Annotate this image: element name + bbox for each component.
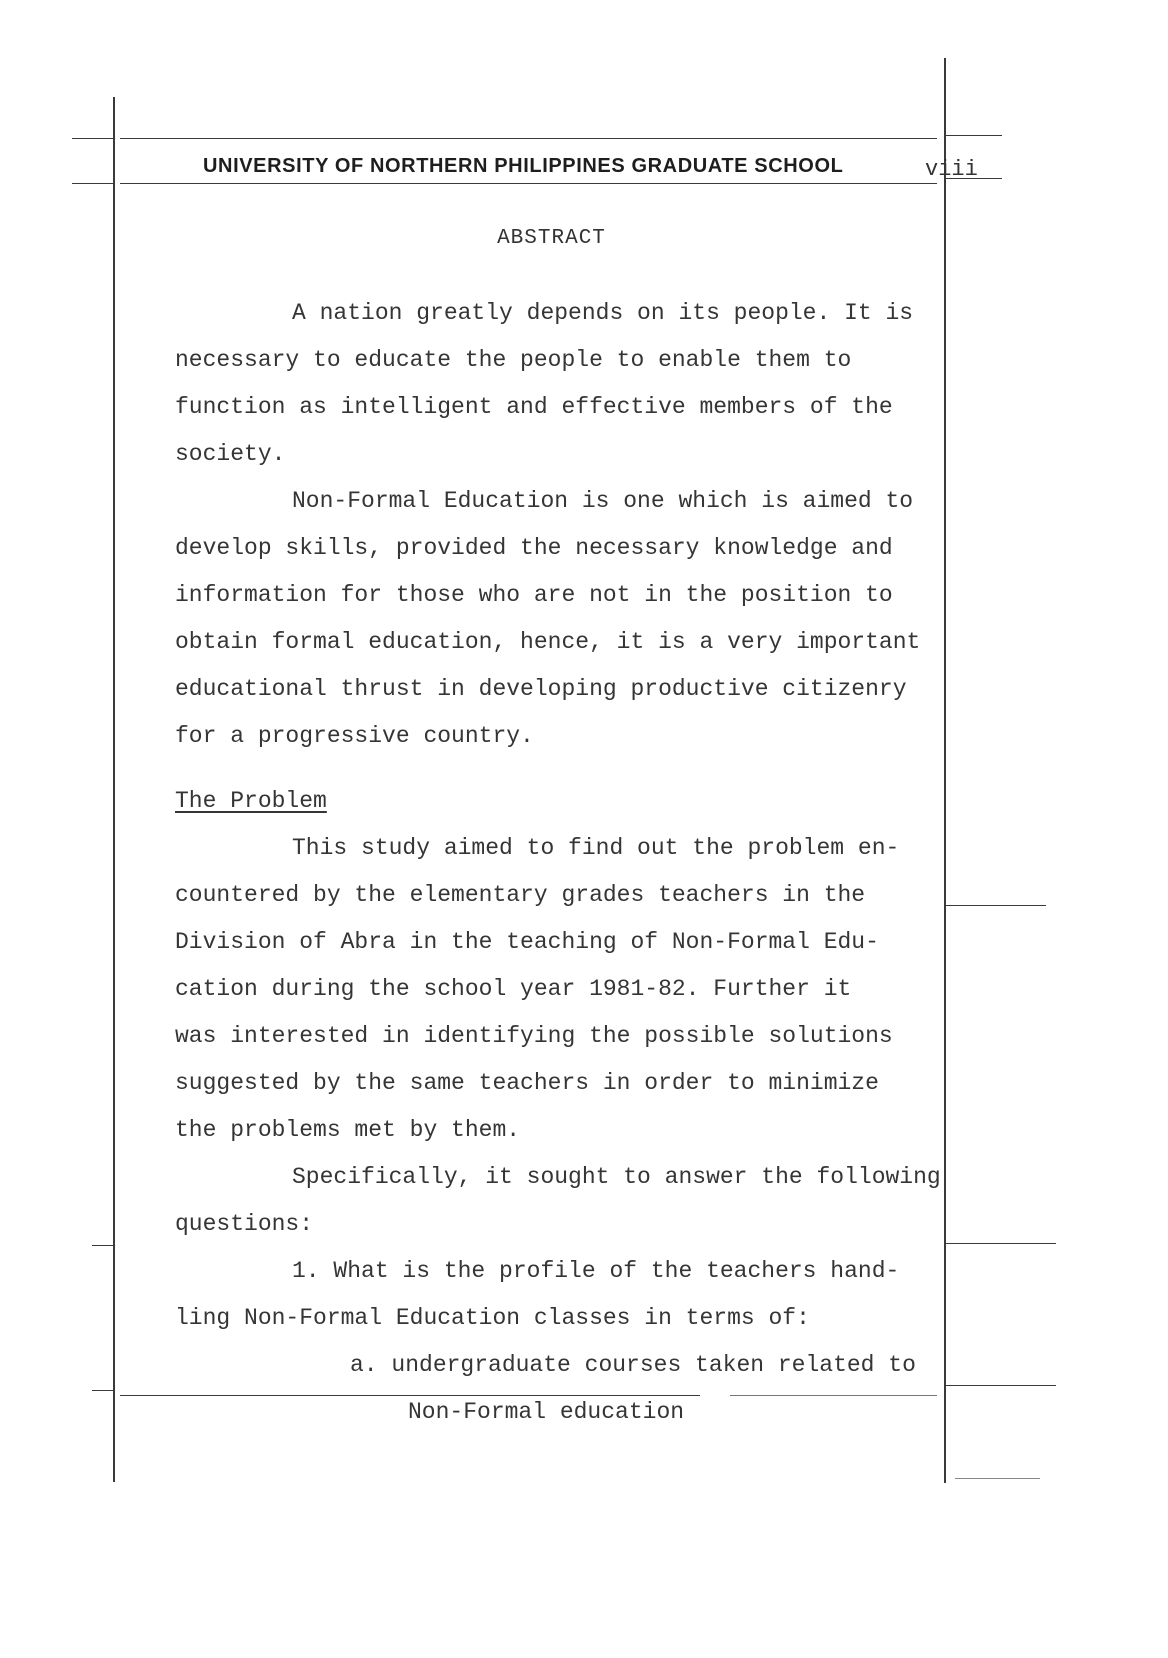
sub-item-a-continued: Non-Formal education [408,1399,685,1425]
tick-right-6 [955,1478,1040,1479]
section-heading-problem: The Problem [175,788,327,814]
header-top-rule [120,138,937,139]
text-line: questions: [175,1211,314,1237]
question-item-continued: ling Non-Formal Education classes in terms of: [175,1305,810,1331]
text-line: countered by the elementary grades teachers in the [175,882,866,908]
tick-left-4 [92,1390,113,1391]
text-line: Specifically, it sought to answer the following [292,1164,941,1190]
text-line: necessary to educate the people to enable them to [175,347,852,373]
left-margin-rule [113,97,115,1482]
text-line: suggested by the same teachers in order to minimize [175,1070,879,1096]
header-bottom-rule [120,183,937,184]
text-line: function as intelligent and effective members of the [175,394,893,420]
text-line: educational thrust in developing productive citizenry [175,676,907,702]
text-line: Division of Abra in the teaching of Non-Formal Edu- [175,929,879,955]
abstract-body [175,290,995,1436]
text-line: the problems met by them. [175,1117,521,1143]
tick-left-1 [72,138,113,139]
text-line: was interested in identifying the possible solutions [175,1023,893,1049]
tick-left-2 [72,183,113,184]
question-item: 1. What is the profile of the teachers hand- [292,1258,900,1284]
text-line: cation during the school year 1981-82. Further it [175,976,852,1002]
text-line: A nation greatly depends on its people. It is [292,300,914,326]
sub-item-a: a. undergraduate courses taken related to [350,1352,916,1378]
text-line: obtain formal education, hence, it is a very important [175,629,921,655]
text-line: information for those who are not in the position to [175,582,893,608]
text-line: Non-Formal Education is one which is aimed to [292,488,914,514]
tick-left-3 [92,1245,113,1246]
text-line: This study aimed to find out the problem en- [292,835,900,861]
text-line: for a progressive country. [175,723,534,749]
page-number: viii [925,157,978,182]
text-line: society. [175,441,286,467]
document-header-title: UNIVERSITY OF NORTHERN PHILIPPINES GRADUATE SCHOOL [203,155,844,177]
text-line: develop skills, provided the necessary knowledge and [175,535,893,561]
abstract-heading: ABSTRACT [497,227,606,250]
tick-right-1 [946,135,1002,136]
